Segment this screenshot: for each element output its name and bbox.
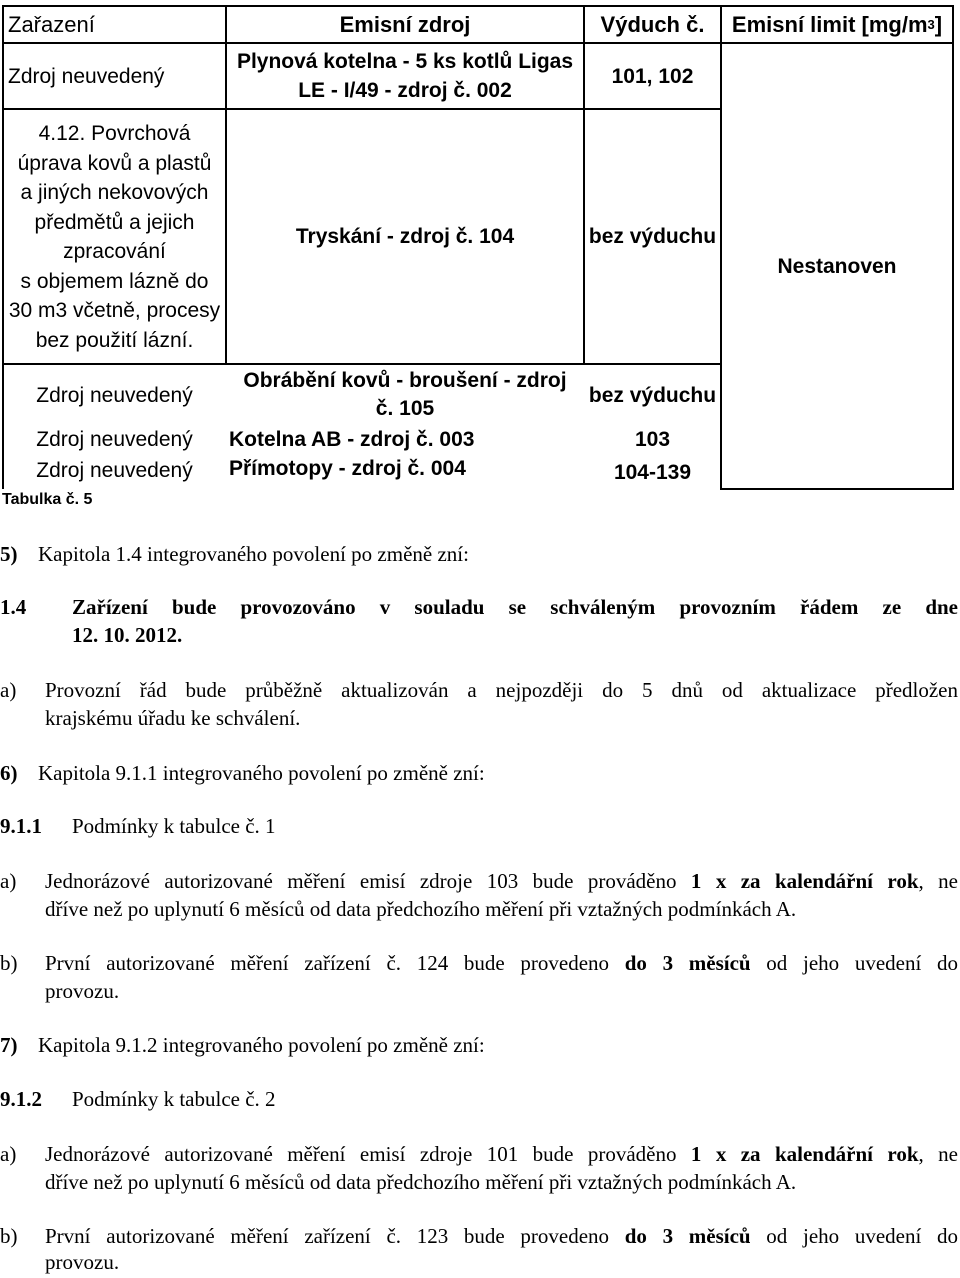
row3-zdroj-line1: Obrábění kovů - broušení - zdroj bbox=[243, 369, 567, 392]
row3-zdroj bbox=[227, 366, 583, 424]
row5-vyduch: 104-139 bbox=[613, 461, 692, 484]
row4-zdroj: Kotelna AB - zdroj č. 003 bbox=[229, 428, 475, 451]
section-1-4-line2: 12. 10. 2012. bbox=[72, 623, 183, 647]
table-border-right bbox=[952, 5, 954, 489]
section-1-4-number: 1.4 bbox=[0, 595, 27, 619]
section-7-number: 7) bbox=[0, 1033, 18, 1057]
text-run: První autorizované měření zařízení č. 123 bude provedeno bbox=[45, 1224, 625, 1248]
section-9-1-1-number: 9.1.1 bbox=[0, 814, 42, 838]
row1-zdroj bbox=[227, 44, 583, 108]
paragraph-9-1-1-b bbox=[0, 949, 960, 1005]
header-zarazeni: Zařazení bbox=[8, 12, 95, 37]
row2-vyduch: bez výduchu bbox=[588, 225, 717, 248]
row1-zdroj-line2: LE - I/49 - zdroj č. 002 bbox=[298, 79, 512, 102]
header-limit-suffix: ] bbox=[934, 12, 943, 37]
text-run: První autorizované měření zařízení č. 124 bude provedeno bbox=[45, 951, 625, 975]
table-caption: Tabulka č. 5 bbox=[2, 491, 93, 508]
section-1-4-line1: Zařízení bude provozováno v souladu se schváleným provozním řádem ze dne bbox=[72, 595, 958, 619]
emission-table bbox=[0, 0, 960, 520]
row1-zarazeni: Zdroj neuvedený bbox=[8, 64, 165, 88]
text-run-bold: do 3 měsíců bbox=[624, 951, 751, 975]
paragraph-9-1-1-b-label: b) bbox=[0, 951, 18, 975]
row2-bottom-line bbox=[2, 363, 722, 365]
text-run-bold: 1 x za kalendářní rok bbox=[690, 1142, 919, 1166]
row5-zarazeni: Zdroj neuvedený bbox=[36, 459, 193, 482]
row2-zarazeni bbox=[4, 112, 225, 362]
row3-vyduch: bez výduchu bbox=[588, 383, 717, 407]
paragraph-1-4-a-line2: krajskému úřadu ke schválení. bbox=[45, 706, 301, 730]
paragraph-9-1-2-a bbox=[0, 1140, 960, 1196]
row2-zarazeni-line: 30 m3 včetně, procesy bbox=[8, 299, 221, 322]
row2-zarazeni-line: úprava kovů a plastů bbox=[17, 151, 212, 175]
paragraph-1-4-a bbox=[0, 676, 960, 732]
row2-zarazeni-line: zpracování bbox=[63, 240, 166, 263]
section-1-4 bbox=[0, 593, 960, 649]
header-vyduch: Výduch č. bbox=[600, 12, 705, 37]
text-run: od jeho uvedení do bbox=[750, 951, 958, 975]
paragraph-9-1-2-b-line2: provozu. bbox=[45, 1250, 120, 1274]
header-limit-prefix: Emisní limit [mg/m bbox=[731, 12, 928, 37]
row2-zarazeni-line: bez použití lázní. bbox=[35, 328, 194, 352]
header-emisni-limit: Emisní limit [mg/m 3 ] bbox=[731, 12, 943, 37]
paragraph-9-1-1-b-line1 bbox=[45, 949, 958, 977]
paragraph-9-1-2-b-label: b) bbox=[0, 1224, 18, 1248]
row2-zarazeni-line: a jiných nekovových bbox=[20, 181, 209, 204]
section-9-1-2-title: Podmínky k tabulce č. 2 bbox=[72, 1087, 276, 1111]
text-run-bold: do 3 měsíců bbox=[624, 1224, 751, 1248]
text-run: , ne bbox=[918, 1142, 958, 1166]
paragraph-9-1-2-a-label: a) bbox=[0, 1142, 17, 1166]
section-5-number: 5) bbox=[0, 542, 18, 566]
limit-value: Nestanoven bbox=[777, 254, 897, 278]
section-9-1-2-number: 9.1.2 bbox=[0, 1087, 42, 1111]
paragraph-1-4-a-line1: Provozní řád bude průběžně aktualizován a nejpozději do 5 dnů od aktualizace předložen bbox=[45, 678, 958, 702]
text-run: od jeho uvedení do bbox=[750, 1224, 958, 1248]
paragraph-9-1-2-a-line2: dříve než po uplynutí 6 měsíců od data předchozího měření při vztažných podmínkách A. bbox=[45, 1170, 797, 1194]
text-run-bold: 1 x za kalendářní rok bbox=[690, 869, 919, 893]
row2-zarazeni-line: předmětů a jejich bbox=[34, 210, 195, 234]
row1-vyduch: 101, 102 bbox=[611, 64, 694, 88]
section-5-title: Kapitola 1.4 integrovaného povolení po změně zní: bbox=[38, 542, 469, 566]
paragraph-9-1-1-b-line2: provozu. bbox=[45, 979, 120, 1003]
paragraph-9-1-1-a bbox=[0, 867, 960, 923]
paragraph-9-1-2-b bbox=[0, 1222, 960, 1278]
table-border-bottom-limit bbox=[722, 488, 954, 490]
row3-zarazeni: Zdroj neuvedený bbox=[36, 383, 193, 407]
row4-vyduch: 103 bbox=[634, 428, 671, 451]
paragraph-9-1-1-a-label: a) bbox=[0, 869, 17, 893]
paragraph-9-1-2-a-line1 bbox=[45, 1140, 958, 1168]
text-run: , ne bbox=[918, 869, 958, 893]
row2-zarazeni-line: s objemem lázně do bbox=[20, 269, 209, 293]
row2-zarazeni-line: 4.12. Povrchová bbox=[38, 122, 191, 145]
section-9-1-1-title: Podmínky k tabulce č. 1 bbox=[72, 814, 276, 838]
text-run: Jednorázové autorizované měření emisí zdroje 101 bude prováděno bbox=[45, 1142, 691, 1166]
header-emisni-zdroj: Emisní zdroj bbox=[339, 12, 471, 37]
paragraph-9-1-1-a-line1 bbox=[45, 867, 958, 895]
paragraph-1-4-a-label: a) bbox=[0, 678, 17, 702]
section-6-title: Kapitola 9.1.1 integrovaného povolení po změně zní: bbox=[38, 761, 485, 785]
row3-zdroj-line2: č. 105 bbox=[375, 397, 435, 420]
text-run: Jednorázové autorizované měření emisí zdroje 103 bude prováděno bbox=[45, 869, 691, 893]
row1-zdroj-line1: Plynová kotelna - 5 ks kotlů Ligas bbox=[236, 50, 574, 73]
row5-zdroj: Přímotopy - zdroj č. 004 bbox=[229, 457, 466, 480]
row2-zdroj: Tryskání - zdroj č. 104 bbox=[295, 225, 515, 248]
row4-zarazeni: Zdroj neuvedený bbox=[36, 428, 193, 451]
paragraph-9-1-2-b-line1 bbox=[45, 1222, 958, 1250]
paragraph-9-1-1-a-line2: dříve než po uplynutí 6 měsíců od data předchozího měření při vztažných podmínkách A. bbox=[45, 897, 797, 921]
section-7-title: Kapitola 9.1.2 integrovaného povolení po změně zní: bbox=[38, 1033, 485, 1057]
section-6-number: 6) bbox=[0, 761, 18, 785]
